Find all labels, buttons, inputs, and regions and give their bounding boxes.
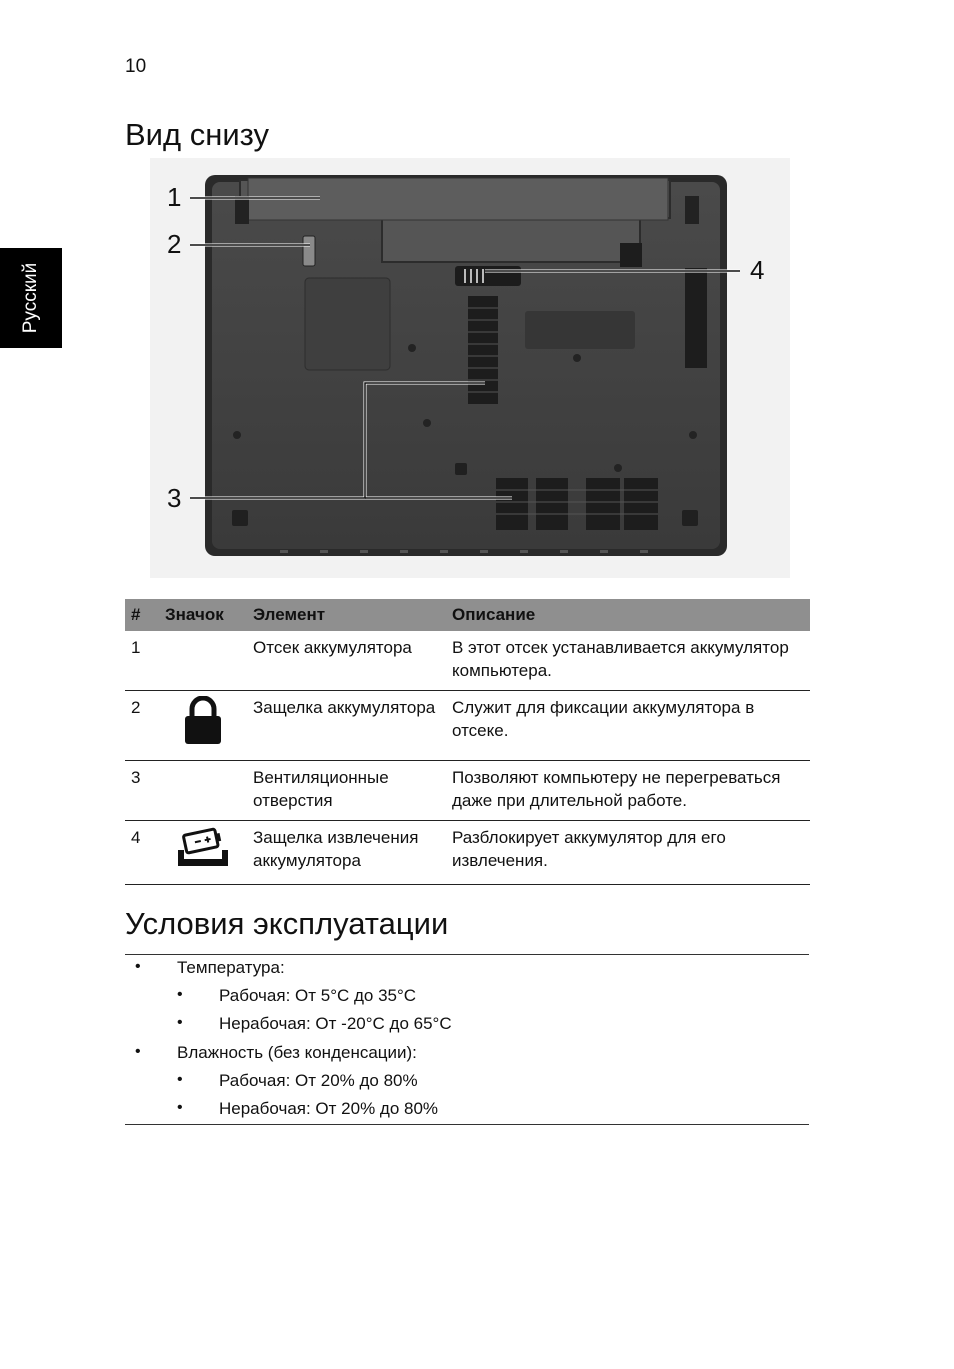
row-num: 3: [125, 761, 159, 821]
section-title-bottom-view: Вид снизу: [125, 117, 269, 152]
components-table: [125, 599, 810, 885]
bullet-marker: •: [177, 1014, 183, 1031]
row-description: Служит для фиксации аккумулятора в отсеке.: [446, 691, 810, 761]
bullet-marker: •: [177, 1071, 183, 1088]
callout-2: 2: [167, 229, 182, 259]
battery-release-icon: [175, 826, 231, 870]
row-element: Защелка аккумулятора: [247, 691, 446, 761]
callout-4: 4: [750, 255, 765, 285]
row-element: Отсек аккумулятора: [247, 631, 446, 691]
table-row: [125, 761, 810, 821]
language-side-tab: [0, 248, 62, 348]
row-num: 4: [125, 821, 159, 885]
table-row: [125, 631, 810, 691]
table-row: [125, 691, 810, 761]
bullet-marker: •: [135, 1043, 141, 1060]
row-description: В этот отсек устанавливается аккумулятор компьютера.: [446, 631, 810, 691]
bullet-marker: •: [135, 958, 141, 975]
header-icon: Значок: [159, 599, 247, 631]
row-num: 1: [125, 631, 159, 691]
row-icon: [159, 631, 247, 691]
callout-1: 1: [167, 182, 182, 212]
row-icon: [159, 691, 247, 761]
table-row: [125, 821, 810, 885]
row-icon: [159, 761, 247, 821]
row-description: Разблокирует аккумулятор для его извлечения.: [446, 821, 810, 885]
list-item: Нерабочая: От -20°C до 65°C: [219, 1014, 452, 1033]
list-item: Температура:: [177, 958, 285, 977]
list-item: Рабочая: От 5°C до 35°C: [219, 986, 417, 1005]
header-element: Элемент: [247, 599, 446, 631]
list-item: Нерабочая: От 20% до 80%: [219, 1099, 439, 1118]
row-description: Позволяют компьютеру не перегреваться даже при длительной работе.: [446, 761, 810, 821]
laptop-bottom-illustration: [150, 158, 790, 578]
header-num: #: [125, 599, 159, 631]
row-element: Вентиляционные отверстия: [247, 761, 446, 821]
list-item: Рабочая: От 20% до 80%: [219, 1071, 418, 1090]
header-description: Описание: [446, 599, 810, 631]
language-label: Русский: [20, 262, 41, 334]
operating-conditions-list: [125, 954, 809, 1125]
laptop-bottom-figure: [150, 158, 790, 578]
list-item: Влажность (без конденсации):: [177, 1043, 417, 1062]
bullet-marker: •: [177, 986, 183, 1003]
callout-3: 3: [167, 483, 182, 513]
row-icon: [159, 821, 247, 885]
bullet-marker: •: [177, 1099, 183, 1116]
row-element: Защелка извлечения аккумулятора: [247, 821, 446, 885]
row-num: 2: [125, 691, 159, 761]
section-title-operating-conditions: Условия эксплуатации: [125, 906, 449, 941]
lock-icon: [183, 696, 223, 746]
table-header-row: [125, 599, 810, 631]
page-number: 10: [125, 56, 147, 77]
